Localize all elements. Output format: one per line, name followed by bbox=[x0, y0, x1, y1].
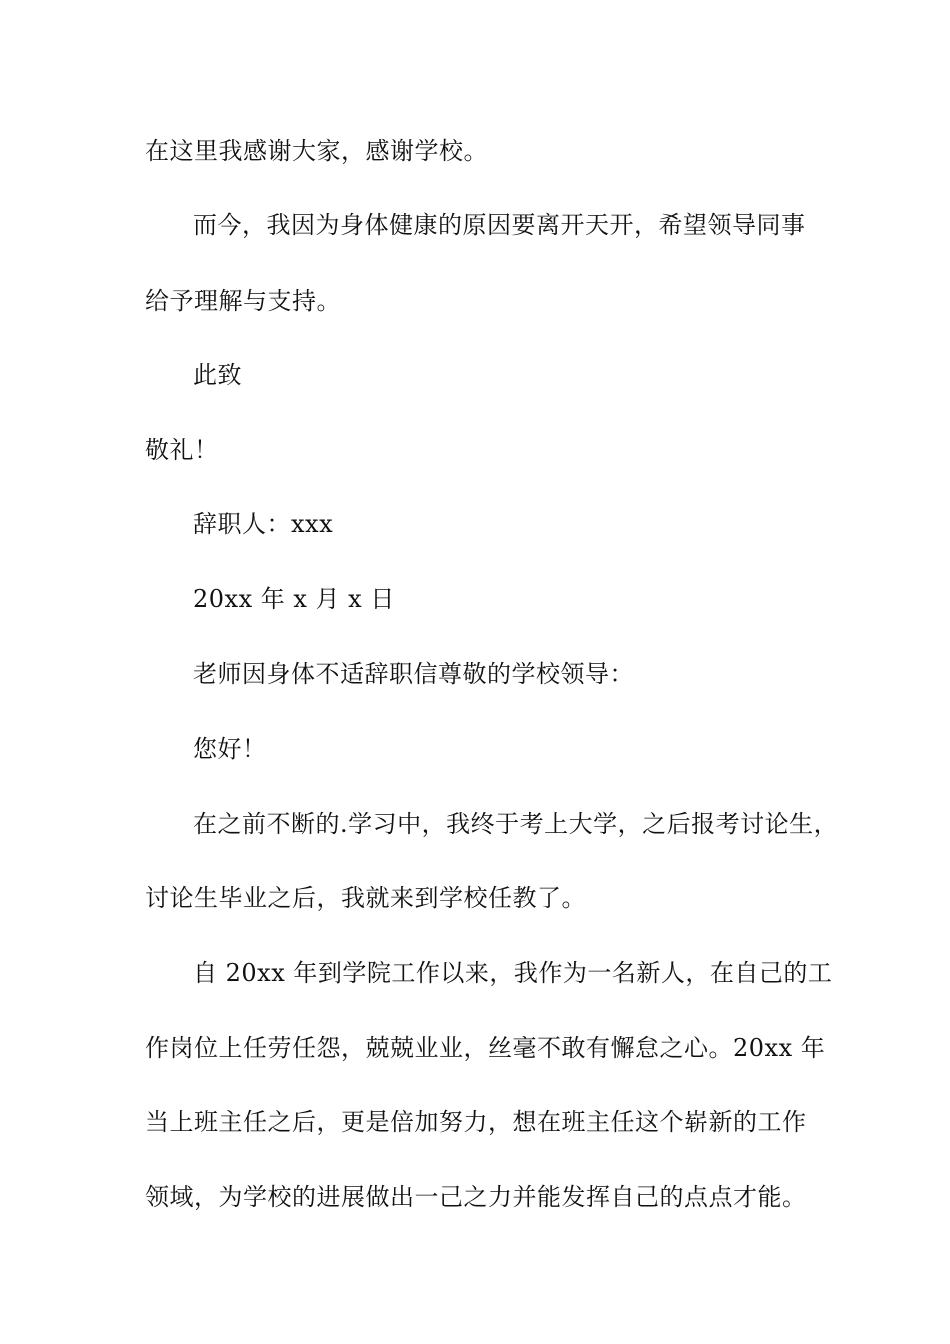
letter-title: 老师因身体不适辞职信尊敬的学校领导： bbox=[193, 660, 634, 688]
text-line: 讨论生毕业之后，我就来到学校任教了。 bbox=[145, 884, 586, 912]
text-line: 而今，我因为身体健康的原因要离开天开，希望领导同事 bbox=[193, 211, 806, 239]
date-line: 20xx 年 x 月 x 日 bbox=[193, 585, 395, 613]
greeting: 您好！ bbox=[193, 735, 267, 763]
text-line: 领域，为学校的进展做出一己之力并能发挥自己的点点才能。 bbox=[145, 1183, 807, 1211]
text-line: 作岗位上任劳任怨，兢兢业业，丝毫不敢有懈怠之心。20xx 年 bbox=[145, 1034, 826, 1062]
closing-regards: 敬礼！ bbox=[145, 436, 219, 464]
text-line: 给予理解与支持。 bbox=[145, 287, 341, 315]
signatory: 辞职人：xxx bbox=[193, 510, 334, 538]
text-line: 当上班主任之后，更是倍加努力，想在班主任这个崭新的工作 bbox=[145, 1108, 807, 1136]
text-line: 自 20xx 年到学院工作以来，我作为一名新人，在自己的工 bbox=[193, 959, 833, 987]
text-line: 在之前不断的.学习中，我终于考上大学，之后报考讨论生， bbox=[193, 810, 839, 838]
text-line: 在这里我感谢大家，感谢学校。 bbox=[145, 137, 488, 165]
closing-salutation: 此致 bbox=[193, 361, 242, 389]
